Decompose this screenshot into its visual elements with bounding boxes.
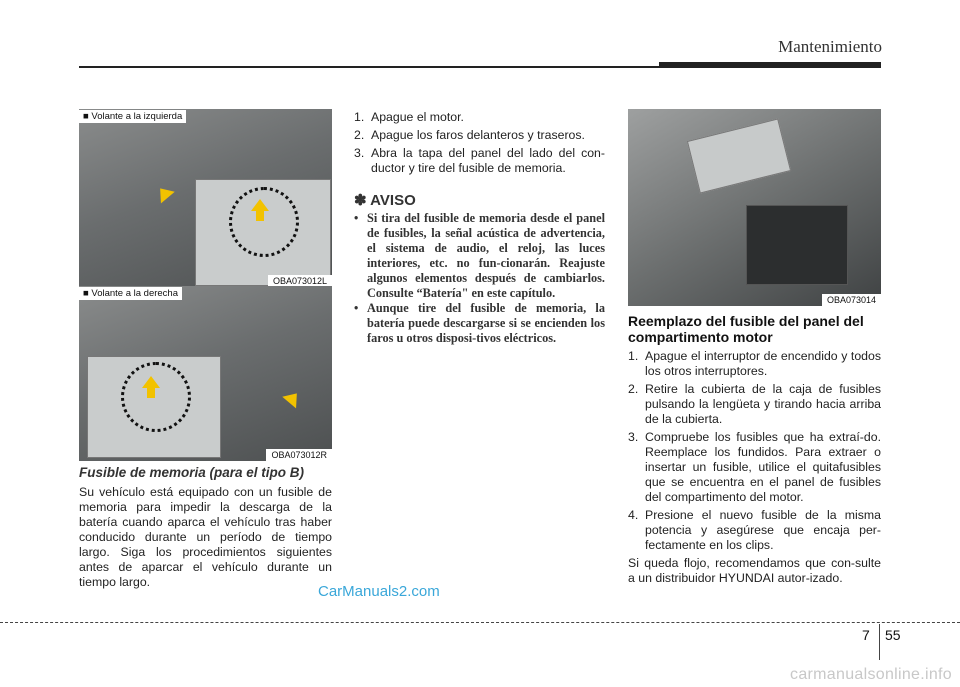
memory-fuse-heading: Fusible de memoria (para el tipo B) xyxy=(79,465,305,480)
step-item: 2. Retire la cubierta de la caja de fusibles pulsando la lengüeta y tirando hacia arriba de la cubierta. xyxy=(628,382,881,426)
step-item: 1. Apague el motor. xyxy=(354,110,464,124)
page-number: 55 xyxy=(885,627,901,643)
middle-column xyxy=(354,110,605,346)
step-item: 1. Apague el interruptor de encendido y todos los otros interruptores. xyxy=(628,349,881,378)
figure-tag: ■ Volante a la izquierda xyxy=(79,110,186,123)
step-item: 4. Presione el nuevo fusible de la misma potencia y asegúrese que encaja per-fectamente en los clips. xyxy=(628,508,881,552)
photo-engine-fuse-box xyxy=(628,109,881,306)
figure-code: OBA073012L xyxy=(268,275,332,287)
fuse-box xyxy=(746,205,848,285)
left-column xyxy=(79,465,332,590)
aviso-item: • Si tira del fusible de memoria desde el panel de fusibles, la señal acústica de advertencia, el sistema de audio, el reloj, las luces interiores, etc. no fun-cionarán. Reajuste algunos elementos después de cambiarlos. Consulte “Batería" en este capítulo. xyxy=(354,211,605,300)
chapter-number: 7 xyxy=(862,627,870,643)
figure-tag: ■ Volante a la derecha xyxy=(79,287,182,300)
site-watermark: carmanualsonline.info xyxy=(790,666,952,683)
figure-code: OBA073012R xyxy=(266,449,332,461)
arrow-icon xyxy=(153,183,175,204)
step-item: 3. Abra la tapa del panel del lado del con-ductor y tire del fusible de memoria. xyxy=(354,146,605,175)
arrow-icon xyxy=(142,376,160,388)
figure-code: OBA073014 xyxy=(822,294,881,306)
page-separator xyxy=(879,624,880,660)
section-title: Mantenimiento xyxy=(778,37,882,56)
photo-left-hand-drive xyxy=(79,109,332,287)
highlight-circle xyxy=(121,362,191,432)
arrow-icon xyxy=(251,199,269,211)
closing-note: Si queda flojo, recomendamos que con-sulte a un distribuidor HYUNDAI autor-izado. xyxy=(628,556,881,585)
step-item: 3. Compruebe los fusibles que ha extraí-do. Reemplace los fundidos. Para extraer o insertar un fusible, utilice el quitafusibles que se encuentra en el panel de fusibles del compartimento del motor. xyxy=(628,430,881,504)
fuse-box-cover xyxy=(687,118,791,193)
step-item: 2. Apague los faros delanteros y traseros. xyxy=(354,128,585,142)
aviso-heading: ✽ AVISO xyxy=(354,192,416,209)
engine-fuse-heading: Reemplazo del fusible del panel del compartimento motor xyxy=(628,313,864,345)
right-column xyxy=(628,313,881,586)
footer-rule xyxy=(0,622,960,623)
arrow-icon xyxy=(282,388,304,409)
photo-right-hand-drive xyxy=(79,286,332,461)
header-tab-bar xyxy=(659,62,881,68)
aviso-item: • Aunque tire del fusible de memoria, la batería puede descargarse si se encienden los faros u otros disposi-tivos eléctricos. xyxy=(354,301,605,345)
memory-fuse-body: Su vehículo está equipado con un fusible de memoria para impedir la descarga de la batería cuando aparca el vehículo tras haber conducido durante un período de tiempo largo. Siga los procedimientos siguientes antes de aparcar el vehículo durante un tiempo largo. xyxy=(79,485,332,589)
watermark-link[interactable]: CarManuals2.com xyxy=(318,583,440,600)
highlight-circle xyxy=(229,187,299,257)
